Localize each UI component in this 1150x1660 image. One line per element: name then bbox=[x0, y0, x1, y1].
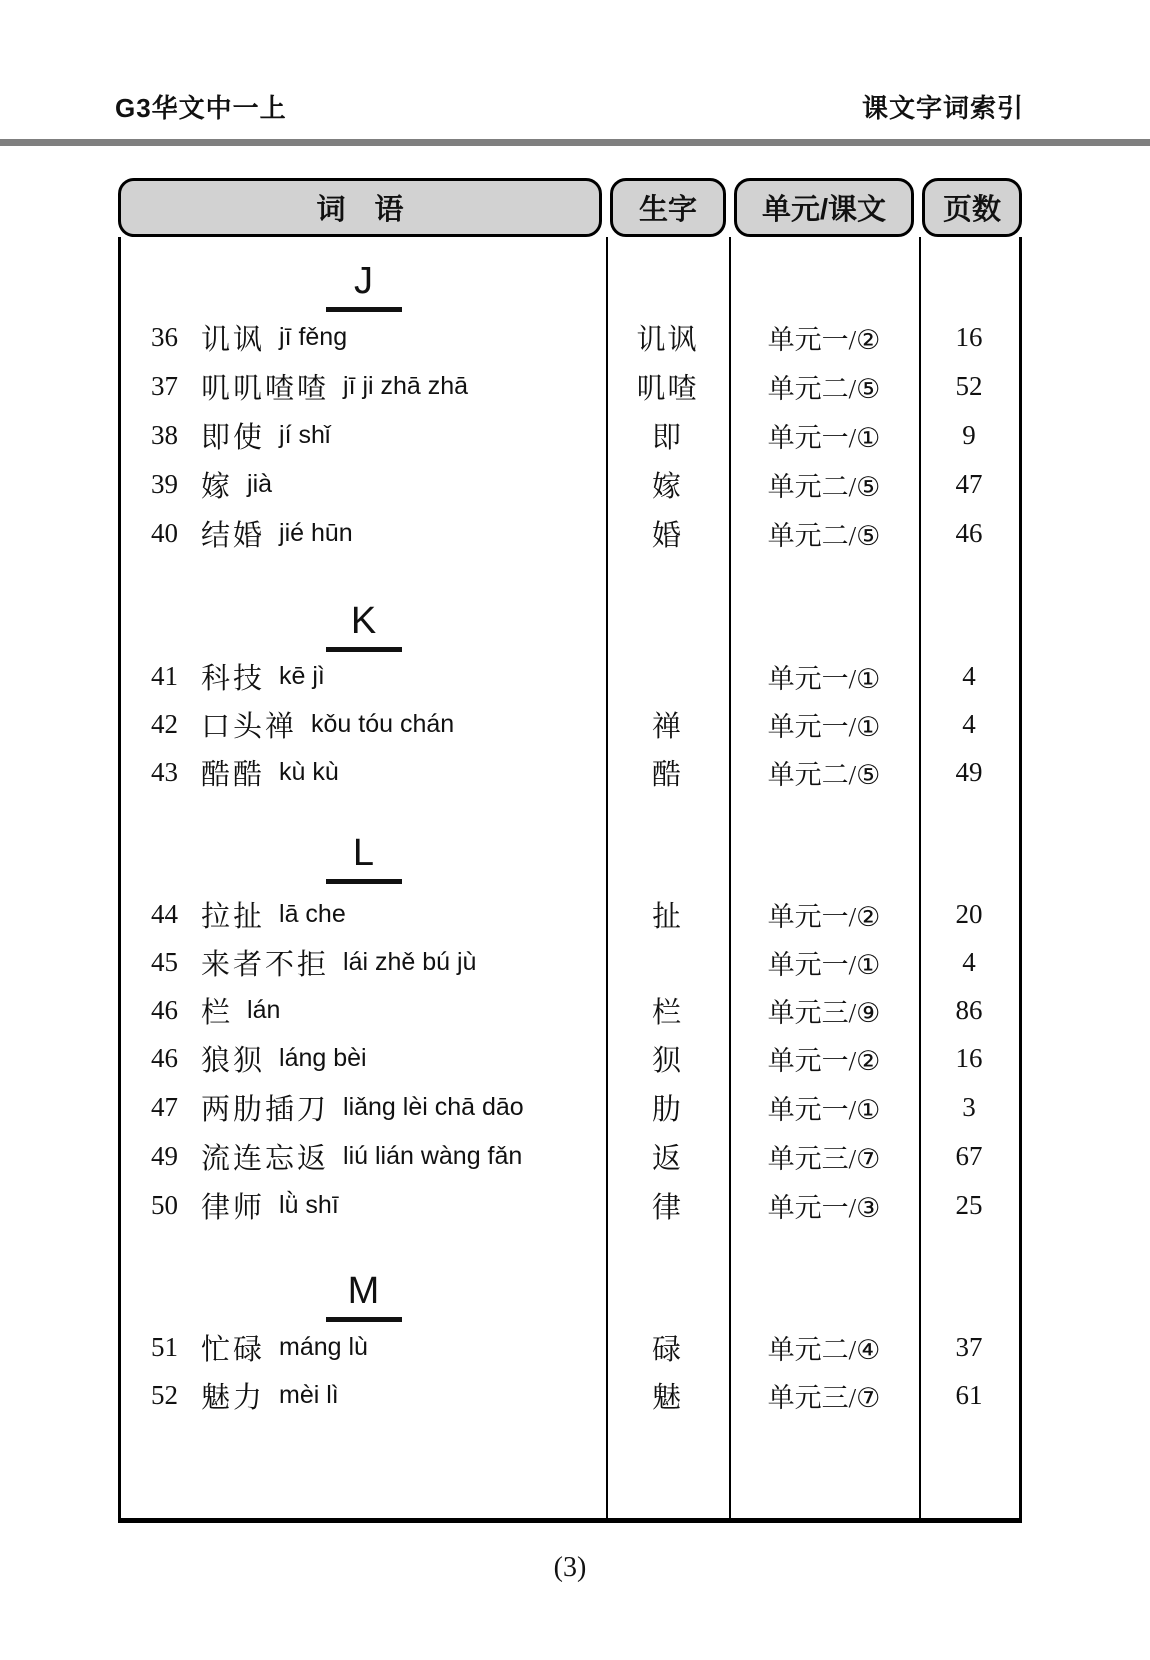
table-row bbox=[121, 362, 1019, 410]
entry-page: 25 bbox=[955, 1189, 983, 1220]
entry-unit: 单元一/① bbox=[767, 711, 881, 742]
table-row bbox=[121, 1181, 1019, 1229]
entry-number: 39 bbox=[151, 468, 178, 499]
entry-word: 叽叽喳喳 bbox=[201, 372, 330, 405]
entry-number: 43 bbox=[151, 756, 178, 787]
entry-word: 狼狈 bbox=[201, 1044, 266, 1077]
entry-new-chars: 叽喳 bbox=[636, 372, 699, 405]
section-header-k bbox=[121, 599, 606, 652]
entry-word: 结婚 bbox=[201, 519, 266, 552]
entry-page: 61 bbox=[955, 1379, 983, 1410]
entry-page: 4 bbox=[962, 708, 976, 739]
table-header-row bbox=[118, 178, 1022, 237]
entry-unit: 单元三/⑨ bbox=[767, 997, 881, 1028]
entry-number: 41 bbox=[151, 660, 178, 691]
entry-unit: 单元二/⑤ bbox=[767, 471, 881, 502]
section-header-j bbox=[121, 259, 606, 312]
entry-pinyin: kù kù bbox=[279, 757, 339, 786]
entry-word: 口头禅 bbox=[201, 710, 298, 743]
table-row bbox=[121, 313, 1019, 361]
entry-pinyin: jí shǐ bbox=[279, 420, 331, 449]
index-table bbox=[118, 178, 1022, 1523]
entry-unit: 单元一/① bbox=[767, 949, 881, 980]
entry-unit: 单元一/① bbox=[767, 1094, 881, 1125]
entry-page: 49 bbox=[955, 756, 983, 787]
entry-word: 流连忘返 bbox=[201, 1142, 330, 1175]
entry-word: 魅力 bbox=[201, 1381, 266, 1414]
entry-new-chars: 返 bbox=[651, 1142, 683, 1175]
section-letter: L bbox=[352, 832, 375, 874]
table-row bbox=[121, 460, 1019, 508]
entry-word: 科技 bbox=[201, 662, 266, 695]
column-header-page: 页数 bbox=[922, 178, 1022, 237]
table-row bbox=[121, 1083, 1019, 1131]
section-underline bbox=[326, 1317, 402, 1322]
entry-unit: 单元一/② bbox=[767, 324, 881, 355]
entry-word: 酷酷 bbox=[201, 758, 266, 791]
entry-page: 52 bbox=[955, 370, 983, 401]
entry-unit: 单元二/⑤ bbox=[767, 520, 881, 551]
entry-page: 86 bbox=[955, 994, 983, 1025]
entry-unit: 单元二/⑤ bbox=[767, 373, 881, 404]
entry-page: 4 bbox=[962, 946, 976, 977]
entry-new-chars: 婚 bbox=[651, 519, 683, 552]
entry-new-chars: 栏 bbox=[651, 996, 683, 1029]
entry-pinyin: máng lù bbox=[279, 1332, 368, 1361]
entry-word: 两肋插刀 bbox=[201, 1093, 330, 1126]
entry-word: 拉扯 bbox=[201, 900, 266, 933]
page-number: (3) bbox=[553, 1552, 587, 1583]
entry-word: 栏 bbox=[201, 996, 234, 1029]
entry-pinyin: lǜ shī bbox=[279, 1190, 339, 1219]
entry-page: 16 bbox=[955, 321, 983, 352]
entry-unit: 单元三/⑦ bbox=[767, 1143, 881, 1174]
table-row bbox=[121, 509, 1019, 557]
entry-pinyin: kē jì bbox=[279, 661, 325, 690]
section-underline bbox=[326, 307, 402, 312]
entry-unit: 单元三/⑦ bbox=[767, 1382, 881, 1413]
table-row bbox=[121, 1132, 1019, 1180]
entry-number: 47 bbox=[151, 1091, 178, 1122]
entry-word: 来者不拒 bbox=[201, 948, 330, 981]
entry-page: 16 bbox=[955, 1042, 983, 1073]
book-title: G3华文中一上 bbox=[115, 93, 287, 123]
entry-pinyin: jié hūn bbox=[279, 518, 353, 547]
entry-unit: 单元一/① bbox=[767, 663, 881, 694]
table-row bbox=[121, 411, 1019, 459]
entry-new-chars: 肋 bbox=[651, 1093, 683, 1126]
entry-new-chars: 狈 bbox=[651, 1044, 683, 1077]
entry-pinyin: lā che bbox=[279, 899, 346, 928]
entry-number: 36 bbox=[151, 321, 178, 352]
entry-pinyin: jī fěng bbox=[279, 322, 348, 351]
entry-new-chars: 即 bbox=[651, 421, 683, 454]
table-row bbox=[121, 748, 1019, 796]
entry-new-chars: 禅 bbox=[651, 710, 683, 743]
entry-number: 50 bbox=[151, 1189, 178, 1220]
entry-number: 51 bbox=[151, 1331, 178, 1362]
entry-pinyin: liú lián wàng fǎn bbox=[343, 1141, 523, 1170]
entry-unit: 单元二/⑤ bbox=[767, 759, 881, 790]
entry-new-chars: 讥讽 bbox=[636, 323, 699, 356]
entry-number: 37 bbox=[151, 370, 178, 401]
entry-number: 52 bbox=[151, 1379, 178, 1410]
entry-new-chars: 魅 bbox=[651, 1381, 683, 1414]
entry-pinyin: jià bbox=[247, 469, 273, 498]
table-body bbox=[118, 237, 1022, 1523]
table-row bbox=[121, 1323, 1019, 1371]
section-header-l bbox=[121, 831, 606, 884]
section-header-m bbox=[121, 1269, 606, 1322]
entry-number: 44 bbox=[151, 898, 178, 929]
section-letter: M bbox=[347, 1270, 380, 1312]
entry-new-chars: 酷 bbox=[651, 758, 683, 791]
entry-pinyin: lái zhě bú jù bbox=[343, 947, 477, 976]
entry-new-chars: 碌 bbox=[651, 1333, 683, 1366]
entry-unit: 单元一/② bbox=[767, 1045, 881, 1076]
column-header-new-chars: 生字 bbox=[610, 178, 726, 237]
entry-number: 49 bbox=[151, 1140, 178, 1171]
entry-unit: 单元一/① bbox=[767, 422, 881, 453]
table-row bbox=[121, 986, 1019, 1034]
entry-word: 律师 bbox=[201, 1191, 266, 1224]
entry-number: 38 bbox=[151, 419, 178, 450]
entry-pinyin: mèi lì bbox=[279, 1380, 339, 1409]
entry-page: 4 bbox=[962, 660, 976, 691]
entry-new-chars: 扯 bbox=[651, 900, 683, 933]
entry-pinyin: láng bèi bbox=[279, 1043, 367, 1072]
section-letter: J bbox=[354, 260, 373, 302]
entry-word: 讥讽 bbox=[201, 323, 266, 356]
entry-word: 忙碌 bbox=[201, 1333, 266, 1366]
entry-unit: 单元一/② bbox=[767, 901, 881, 932]
header-divider bbox=[0, 139, 1150, 146]
entry-word: 即使 bbox=[201, 421, 266, 454]
entry-pinyin: jī ji zhā zhā bbox=[343, 371, 469, 400]
section-letter: K bbox=[350, 600, 377, 642]
entry-new-chars: 嫁 bbox=[651, 470, 683, 503]
entry-unit: 单元一/③ bbox=[767, 1192, 881, 1223]
entry-pinyin: kǒu tóu chán bbox=[311, 709, 455, 738]
entry-unit: 单元二/④ bbox=[767, 1334, 881, 1365]
entry-number: 42 bbox=[151, 708, 178, 739]
entry-number: 46 bbox=[151, 994, 178, 1025]
entry-number: 45 bbox=[151, 946, 178, 977]
entry-pinyin: liǎng lèi chā dāo bbox=[343, 1092, 524, 1121]
entry-page: 67 bbox=[955, 1140, 983, 1171]
table-row bbox=[121, 938, 1019, 986]
entry-new-chars: 律 bbox=[651, 1191, 683, 1224]
index-title: 课文字词索引 bbox=[861, 93, 1024, 123]
column-header-words: 词 语 bbox=[118, 178, 602, 237]
entry-page: 9 bbox=[962, 419, 976, 450]
entry-page: 20 bbox=[955, 898, 983, 929]
entry-page: 37 bbox=[955, 1331, 983, 1362]
table-row bbox=[121, 652, 1019, 700]
section-underline bbox=[326, 879, 402, 884]
column-header-unit-lesson: 单元/课文 bbox=[734, 178, 914, 237]
entry-pinyin: lán bbox=[247, 995, 281, 1024]
entry-page: 47 bbox=[955, 468, 983, 499]
entry-page: 3 bbox=[962, 1091, 976, 1122]
table-row bbox=[121, 700, 1019, 748]
entry-word: 嫁 bbox=[201, 470, 234, 503]
table-row bbox=[121, 1371, 1019, 1419]
entry-number: 46 bbox=[151, 1042, 178, 1073]
entry-number: 40 bbox=[151, 517, 178, 548]
table-row bbox=[121, 890, 1019, 938]
entry-page: 46 bbox=[955, 517, 983, 548]
table-row bbox=[121, 1034, 1019, 1082]
